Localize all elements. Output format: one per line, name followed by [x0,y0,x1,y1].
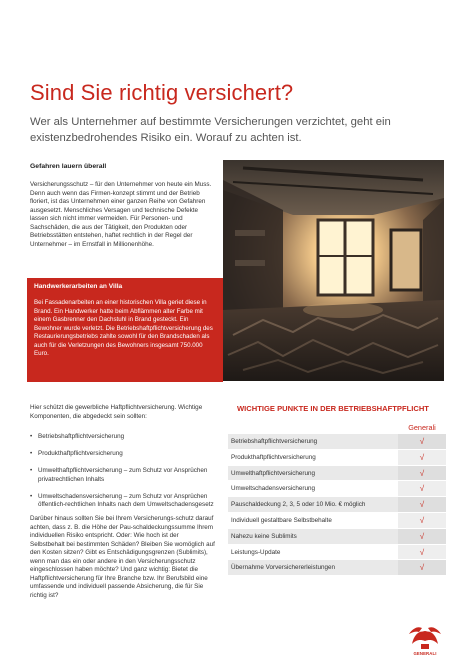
check-icon: √ [398,529,446,544]
case-study-heading: Handwerkerarbeiten an Villa [34,283,123,290]
check-icon: √ [398,513,446,528]
table-row [228,466,446,482]
table-column-header: Generali [408,423,436,432]
table-row [228,529,446,545]
burned-room-photo [223,160,444,381]
component-list [30,433,215,518]
page-subtitle: Wer als Unternehmer auf bestimmte Versicherungen verzichtet, geht ein existenzbedrohendes Risiko ein. Worauf zu achten ist. [30,116,391,144]
check-icon: √ [398,450,446,465]
check-icon: √ [398,434,446,449]
table-row [228,481,446,497]
closing-text: Darüber hinaus sollten Sie bei Ihrem Versicherungs-schutz darauf achten, dass z. B. die Höhe der Pau-schaldeckungssumme Ihrem individuellen Risiko entspricht. Oder: Wie hoch ist der Selbstbehalt bei bestimmten Schäden? Bleiben Sie womöglich auf den Kosten sitzen? Gibt es Entschädigungsgrenzen (Sublimits), wenn man das ein oder andere in den Versicherungsschutz eingeschlossen haben möchte? Und ganz wichtig: Bietet die Haftpflichtversicherung für Ihre Branche bzw. Ihr Berufsbild eine umfassende und individuell passende Absicherung, die für Sie richtig ist? [30,515,215,599]
table-row [228,434,446,450]
list-item: • Umwelthaftpflichtversicherung – zum Schutz vor Ansprüchen privatrechtlichen Inhalts [30,467,215,484]
table-cell-label: Umwelthaftpflichtversicherung [228,466,398,481]
list-item: • Produkthaftpflichtversicherung [30,450,215,459]
generali-logo [406,622,444,660]
table-row [228,545,446,561]
table-cell-label: Umweltschadensversicherung [228,481,398,496]
winged-lion-icon [406,622,444,651]
table-cell-label: Leistungs-Update [228,545,398,560]
intro-text: Versicherungsschutz – für den Unternehmer von heute ein Muss. Denn auch wenn das Firmen-konzept stimmt und der Betrieb floriert, ist das Unternehmen einer ganzen Reihe von Gefahren ausgesetzt. Menschliches Versagen und technische Defekte lassen sich nicht immer vermeiden. Für Personen- und Sachschäden, die aus der Tätigkeit, den Produkten oder Betriebsstätten entstehen, haftet rechtlich in der Regel der Unternehmer – im Ernstfall in Millionenhöhe. [30,181,212,248]
logo-wordmark: GENERALI [413,651,437,656]
table-row [228,497,446,513]
protection-text: Hier schützt die gewerbliche Haftpflichtversicherung. Wichtige Komponenten, die abgedeckt sein sollten: [30,404,203,420]
table-cell-label: Nahezu keine Sublimits [228,529,398,544]
table-cell-label: Übernahme Vorversichererleistungen [228,560,398,575]
check-icon: √ [398,560,446,575]
table-row [228,560,446,576]
list-item: • Betriebshaftpflichtversicherung [30,433,215,442]
table-title: WICHTIGE PUNKTE IN DER BETRIEBSHAFTPFLICHT [237,404,429,413]
table-row [228,450,446,466]
table-cell-label: Pauschaldeckung 2, 3, 5 oder 10 Mio. € möglich [228,497,398,512]
page-title: Sind Sie richtig versichert? [30,80,294,105]
checklist-table [228,434,446,576]
table-row [228,513,446,529]
check-icon: √ [398,466,446,481]
case-study-text: Bei Fassadenarbeiten an einer historischen Villa geriet diese in Brand. Ein Handwerker hatte beim Abflämmen alter Farbe mit einem Gasbrenner den Dachstuhl in Brand gesteckt. Ein Bewohner wurde verletzt. Die Betriebshaftpflichtversicherung des Restaurierungsbetriebs zahlte sowohl für den Brandschaden als auch für die Verletzungen des Bewohners insgesamt 750.000 Euro. [34,299,213,357]
check-icon: √ [398,497,446,512]
table-cell-label: Betriebshaftpflichtversicherung [228,434,398,449]
check-icon: √ [398,545,446,560]
case-study-box [27,278,223,382]
table-cell-label: Individuell gestaltbare Selbstbehalte [228,513,398,528]
table-cell-label: Produkthaftpflichtversicherung [228,450,398,465]
intro-heading: Gefahren lauern überall [30,163,107,170]
check-icon: √ [398,481,446,496]
list-item: • Umweltschadensversicherung – zum Schutz vor Ansprüchen öffentlich-rechtlichen Inhalts nach dem Umweltschadensgesetz [30,493,215,510]
